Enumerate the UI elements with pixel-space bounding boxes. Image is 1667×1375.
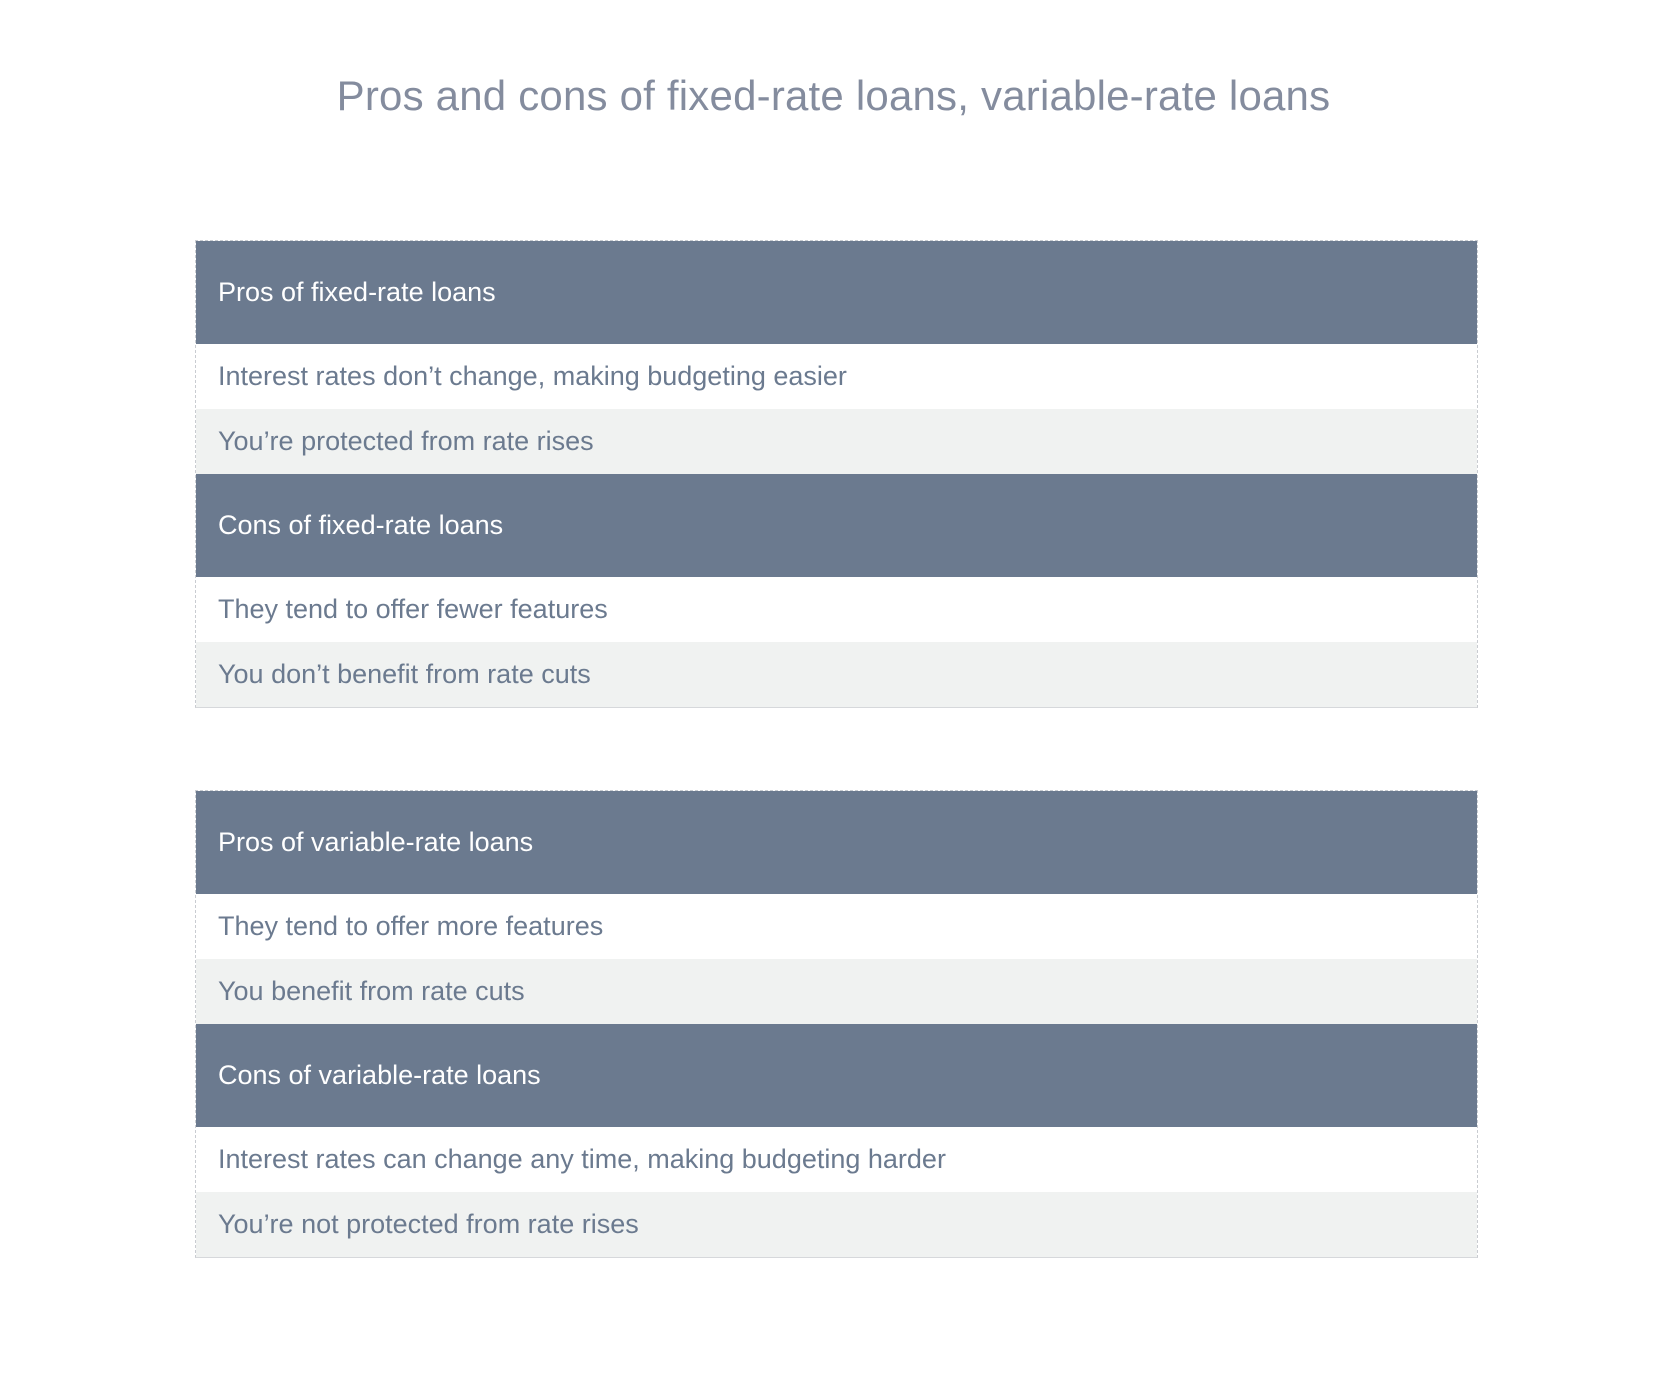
table-row: You don’t benefit from rate cuts bbox=[196, 642, 1477, 707]
section-header-fixed-cons: Cons of fixed-rate loans bbox=[196, 474, 1477, 577]
table-row: They tend to offer fewer features bbox=[196, 577, 1477, 642]
section-header-variable-pros: Pros of variable-rate loans bbox=[196, 791, 1477, 894]
table-row: Interest rates don’t change, making budgeting easier bbox=[196, 344, 1477, 409]
section-header-variable-cons: Cons of variable-rate loans bbox=[196, 1024, 1477, 1127]
variable-rate-table bbox=[195, 790, 1478, 1258]
fixed-rate-table bbox=[195, 240, 1478, 708]
table-row: Interest rates can change any time, making budgeting harder bbox=[196, 1127, 1477, 1192]
page-title: Pros and cons of fixed-rate loans, variable-rate loans bbox=[336, 72, 1331, 119]
section-header-fixed-pros: Pros of fixed-rate loans bbox=[196, 241, 1477, 344]
table-row: They tend to offer more features bbox=[196, 894, 1477, 959]
table-row: You’re not protected from rate rises bbox=[196, 1192, 1477, 1257]
table-row: You benefit from rate cuts bbox=[196, 959, 1477, 1024]
table-row: You’re protected from rate rises bbox=[196, 409, 1477, 474]
